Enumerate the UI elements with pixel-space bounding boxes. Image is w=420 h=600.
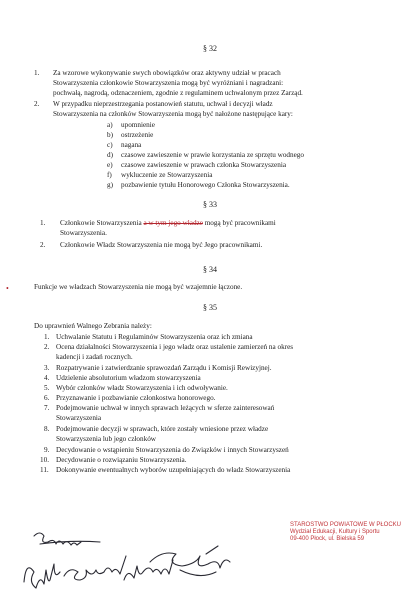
- s35-item-4: [44, 374, 201, 383]
- s35-item-number: 9.: [44, 446, 50, 454]
- penalty-text: pozbawienie tytułu Honorowego Członka Stowarzyszenia.: [121, 181, 290, 189]
- penalty-text: czasowe zawieszenie w prawie korzystania ze sprzętu wodnego: [121, 151, 304, 159]
- s33-item-1-struck-text: a w tym jego władze: [143, 219, 203, 227]
- s35-intro: Do uprawnień Walnego Zebrania należy:: [34, 322, 152, 330]
- s35-item-8: [44, 425, 269, 434]
- s35-item-text: Decydowanie o rozwiązaniu Stowarzyszenia.: [56, 456, 187, 464]
- stamp-line-2: Wydział Edukacji, Kultury i Sportu: [290, 529, 380, 536]
- s35-item-3: [44, 364, 272, 373]
- s35-item-text: Decydowanie o wstąpieniu Stowarzyszenia do Związków i innych Stowarzyszeń: [56, 446, 289, 454]
- s35-item-text: Podejmowanie decyzji w sprawach, które zostały wniesione przez władze: [56, 425, 269, 433]
- s35-item-11: [40, 466, 291, 475]
- s32-item-1-number: 1.: [34, 69, 40, 77]
- s35-item-text: Wybór członków władz Stowarzyszenia i ich odwoływanie.: [56, 384, 228, 392]
- s33-item-2-text: Członkowie Władz Stowarzyszenia nie mogą być Jego pracownikami.: [60, 241, 263, 249]
- s35-item-text: Rozpatrywanie i zatwierdzanie sprawozdań Zarządu i Komisji Rewizyjnej.: [56, 364, 272, 372]
- s35-item-2-line-2: kadencji i zadań rocznych.: [56, 353, 133, 361]
- s35-item-2: [44, 343, 294, 352]
- handwritten-signatures: [0, 510, 270, 600]
- s33-item-1-text-before: Członkowie Stowarzyszenia: [60, 219, 142, 227]
- s32-item-1-line-2: Stowarzyszenia członkowie Stowarzyszenia mogą być wyróżniani i nagradzani:: [53, 79, 284, 87]
- s35-item-8-line-2: Stowarzyszenia lub jego członków: [56, 435, 156, 443]
- penalty-item-a: [107, 121, 155, 130]
- penalty-text: nagana: [121, 141, 142, 149]
- s35-item-7-line-2: Stowarzyszenia: [56, 414, 102, 422]
- s35-item-number: 2.: [44, 343, 50, 351]
- office-stamp: [270, 522, 402, 572]
- penalty-letter: d): [107, 151, 113, 159]
- s35-item-text: Dokonywanie ewentualnych wyborów uzupełniających do władz Stowarzyszenia: [56, 466, 291, 474]
- penalty-item-g: [107, 181, 290, 190]
- s32-item-2-line-1: W przypadku nieprzestrzegania postanowień statutu, uchwał i decyzji władz: [53, 100, 273, 108]
- s35-item-number: 8.: [44, 425, 50, 433]
- penalty-text: ostrzeżenie: [121, 131, 154, 139]
- s35-item-number: 6.: [44, 394, 50, 402]
- penalty-item-d: [107, 151, 304, 160]
- penalty-item-b: [107, 131, 154, 140]
- s35-item-text: Przyznawanie i pozbawianie członkostwa honorowego.: [56, 394, 216, 402]
- s35-item-number: 1.: [44, 333, 50, 341]
- s32-item-2-line-2: Stowarzyszenia na członków Stowarzyszenia mogą być nałożone następujące kary:: [53, 110, 293, 118]
- penalty-item-e: [107, 161, 287, 170]
- s35-item-number: 4.: [44, 374, 50, 382]
- s35-item-7: [44, 404, 275, 413]
- s35-item-number: 5.: [44, 384, 50, 392]
- s32-item-1-line-1: Za wzorowe wykonywanie swych obowiązków oraz aktywny udział w pracach: [53, 69, 281, 77]
- penalty-letter: g): [107, 181, 113, 189]
- penalty-letter: e): [107, 161, 113, 169]
- penalty-letter: c): [107, 141, 113, 149]
- section-heading-33: § 33: [203, 200, 217, 209]
- penalty-letter: b): [107, 131, 113, 139]
- s35-item-1: [44, 333, 253, 342]
- penalty-text: czasowe zawieszenie w prawach członka Stowarzyszenia: [121, 161, 287, 169]
- s33-item-2-number: 2.: [40, 241, 46, 249]
- s34-text: Funkcje we władzach Stowarzyszenia nie mogą być wzajemnie łączone.: [34, 283, 243, 291]
- s35-item-6: [44, 394, 216, 403]
- s33-item-1-text-after: mogą być pracownikami: [204, 219, 276, 227]
- s35-item-text: Podejmowanie uchwał w innych sprawach leżących w sferze zainteresowań: [56, 404, 275, 412]
- margin-mark: •: [6, 284, 9, 293]
- penalty-text: wykluczenie ze Stowarzyszenia: [121, 171, 213, 179]
- s35-item-number: 3.: [44, 364, 50, 372]
- stamp-line-1: STAROSTWO POWIATOWE W PŁOCKU: [290, 522, 402, 528]
- penalty-text: upomnienie: [121, 121, 155, 129]
- s35-item-number: 10.: [40, 456, 49, 464]
- s35-item-number: 11.: [40, 466, 49, 474]
- s32-item-2-number: 2.: [34, 100, 40, 108]
- penalty-item-c: [107, 141, 142, 150]
- s35-item-number: 7.: [44, 404, 50, 412]
- s35-item-text: Uchwalanie Statutu i Regulaminów Stowarzyszenia oraz ich zmiana: [56, 333, 253, 341]
- signature-drawing: [0, 510, 270, 600]
- s32-item-1-line-3: pochwałą, nagrodą, odznaczeniem, zgodnie z regulaminem uchwalonym przez Zarząd.: [53, 89, 303, 97]
- s35-item-text: Udzielenie absolutorium władzom stowarzyszenia: [56, 374, 201, 382]
- s33-item-1-number: 1.: [40, 219, 46, 227]
- s33-item-1-line-2: Stowarzyszenia.: [60, 229, 107, 237]
- section-heading-32: § 32: [203, 44, 217, 53]
- s35-item-text: Ocena działalności Stowarzyszenia i jego władz oraz ustalenie zamierzeń na okres: [56, 343, 294, 351]
- section-heading-35: § 35: [203, 303, 217, 312]
- s33-item-1-line-1: [60, 219, 276, 228]
- penalty-letter: f): [107, 171, 112, 179]
- penalty-item-f: [107, 171, 213, 180]
- s35-item-9: [44, 446, 289, 455]
- s35-item-10: [40, 456, 187, 465]
- stamp-line-3: 09-400 Płock, ul. Bielska 59: [290, 536, 365, 543]
- penalty-letter: a): [107, 121, 113, 129]
- s35-item-5: [44, 384, 228, 393]
- section-heading-34: § 34: [203, 265, 217, 274]
